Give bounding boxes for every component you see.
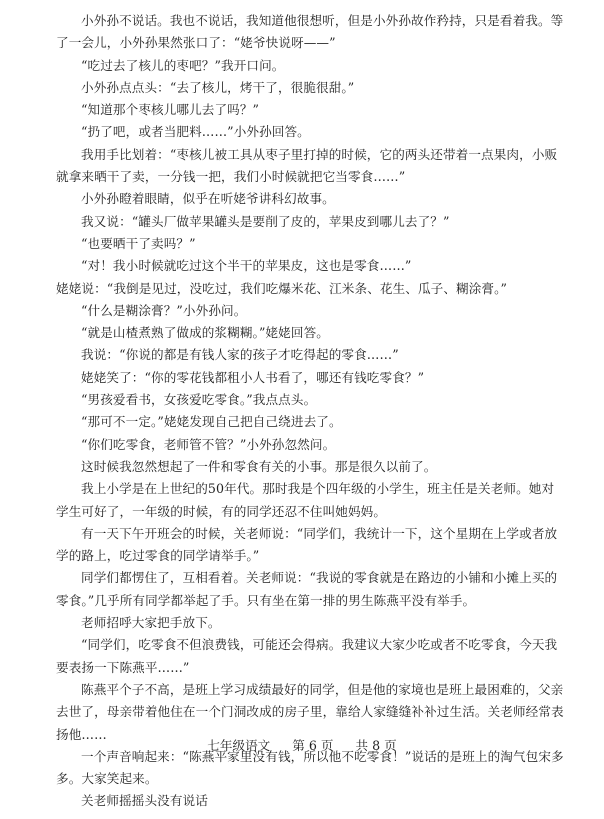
- paragraph: 有一天下午开班会的时候，关老师说：“同学们，我统计一下，这个星期在上学或者放学的路上，吃过零食的同学请举手。”: [56, 525, 558, 564]
- paragraph: 我上小学是在上世纪的50年代。那时我是个四年级的小学生，班主任是关老师。她对学生可好了，一年级的时候，有的同学还忍不住叫她妈妈。: [56, 481, 555, 519]
- paragraph: 陈燕平个子不高，是班上学习成绩最好的同学，但是他的家境也是班上最困难的，父亲去世了，母亲带着他住在一个门洞改成的房子里，靠给人家缝缝补补过生活。关老师经常表扬他……: [56, 681, 564, 742]
- paragraph: 小外孙瞪着眼睛，似乎在听姥爷讲科幻故事。: [81, 191, 335, 207]
- paragraph: “知道那个枣核儿哪儿去了吗？”: [81, 102, 260, 118]
- paragraph: “扔了吧，或者当肥料……”小外孙回答。: [81, 124, 310, 140]
- paragraph: “也要晒干了卖吗？”: [81, 235, 196, 251]
- paragraph: 一个声音响起来：“陈燕平家里没有钱，所以他不吃零食！”说话的是班上的淘气包宋多多。大家笑起来。: [56, 748, 564, 787]
- footer-subject: 七年级语文: [207, 738, 271, 753]
- paragraph: 姥姥笑了：“你的零花钱都租小人书看了，哪还有钱吃零食？”: [81, 369, 425, 385]
- paragraph: 我又说：“罐头厂做苹果罐头是要削了皮的，苹果皮到哪儿去了？”: [81, 213, 450, 229]
- paragraph: 我用手比划着：“枣核儿被工具从枣子里打掉的时候，它的两头还带着一点果肉，小贩就拿来晒干了卖，一分钱一把，我们小时候就把它当零食……”: [56, 146, 558, 185]
- paragraph: 小外孙不说话。我也不说话，我知道他很想听，但是小外孙故作矜持，只是看着我。等了一会儿，小外孙果然张口了：“姥爷快说呀——”: [56, 13, 564, 51]
- paragraph: 同学们都愣住了，互相看着。关老师说：“我说的零食就是在路边的小铺和小摊上买的零食。”几乎所有同学都举起了手。只有坐在第一排的男生陈燕平没有举手。: [56, 570, 558, 608]
- paragraph: “你们吃零食，老师管不管？”小外孙忽然问。: [81, 436, 336, 452]
- document-body: [56, 10, 566, 813]
- paragraph: “吃过去了核儿的枣吧？”我开口问。: [81, 57, 285, 73]
- paragraph: “什么是糊涂膏？”小外孙问。: [81, 302, 247, 318]
- footer-page-total: 共 8 页: [355, 738, 397, 753]
- paragraph: 小外孙点点头：“去了核儿，烤干了，很脆很甜。”: [81, 79, 355, 95]
- paragraph: “那可不一定。”姥姥发现自己把自己绕进去了。: [81, 414, 342, 430]
- paragraph: 姥姥说：“我倒是见过，没吃过，我们吃爆米花、江米条、花生、瓜子、糊涂膏。”: [56, 280, 508, 296]
- paragraph: 关老师摇摇头没有说话: [81, 793, 208, 809]
- footer-page-current: 第 6 页: [292, 738, 334, 753]
- paragraph: 老师招呼大家把手放下。: [81, 615, 221, 631]
- paragraph: “同学们，吃零食不但浪费钱，可能还会得病。我建议大家少吃或者不吃零食，今天我要表扬一下陈燕平……”: [56, 637, 558, 675]
- paragraph: “对！我小时候就吃过这个半干的苹果皮，这也是零食……”: [81, 258, 412, 274]
- paragraph: “就是山楂煮熟了做成的浆糊糊。”姥姥回答。: [81, 325, 329, 341]
- paragraph: “男孩爱看书，女孩爱吃零食。”我点点头。: [81, 392, 317, 408]
- page-footer: [0, 735, 604, 754]
- paragraph: 我说：“你说的都是有钱人家的孩子才吃得起的零食……”: [81, 347, 399, 363]
- paragraph: 这时候我忽然想起了一件和零食有关的小事。那是很久以前了。: [81, 458, 437, 474]
